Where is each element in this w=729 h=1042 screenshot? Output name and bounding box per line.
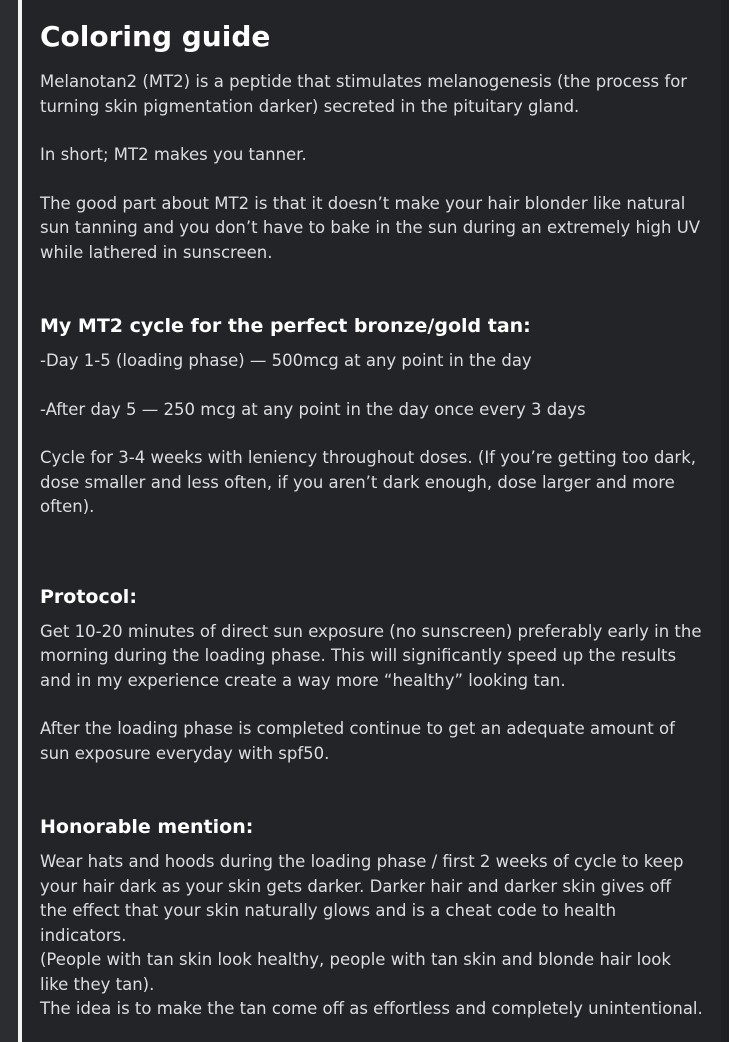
intro-paragraph-3: The good part about MT2 is that it doesn’t make your hair blonder like natural sun tanning and you don’t have to bake in the sun during an extremely high UV while lathered in sunscreen. [40,193,701,262]
right-edge [721,0,729,1042]
honorable-line-2: (People with tan skin look healthy, people with tan skin and blonde hair look like they tan). [40,950,671,994]
cycle-line-1: -Day 1-5 (loading phase) — 500mcg at any point in the day [40,351,532,370]
honorable-line-3: The idea is to make the tan come off as effortless and completely unintentional. [40,999,703,1018]
protocol-heading: Protocol: [40,585,137,608]
honorable-heading: Honorable mention: [40,816,254,838]
cycle-heading: My MT2 cycle for the perfect bronze/gold tan: [40,315,531,337]
honorable-line-1: Wear hats and hoods during the loading phase / first 2 weeks of cycle to keep your hair dark as your skin gets darker. Darker hair and darker skin gives off the effect that your skin naturally glows and is a cheat code to health indicators. [40,852,684,945]
left-gutter [0,0,18,1042]
cycle-line-2: -After day 5 — 250 mcg at any point in the day once every 3 days [40,399,586,419]
embed-content [22,0,721,1042]
protocol-line-2: After the loading phase is completed continue to get an adequate amount of sun exposure everyday with spf50. [40,719,675,763]
page-title: Coloring guide [40,20,271,53]
protocol-line-1: Get 10-20 minutes of direct sun exposure (no sunscreen) preferably early in the morning during the loading phase. This will significantly speed up the results and in my experience create a way more “healthy” looking tan. [40,621,702,690]
intro-paragraph-2: In short; MT2 makes you tanner. [40,145,307,164]
cycle-line-3: Cycle for 3-4 weeks with leniency throughout doses. (If you’re getting too dark, dose smaller and less often, if you aren’t dark enough, dose larger and more often). [40,448,697,516]
intro-paragraph-1: Melanotan2 (MT2) is a peptide that stimulates melanogenesis (the process for turning skin pigmentation darker) secreted in the pituitary gland. [40,72,688,116]
